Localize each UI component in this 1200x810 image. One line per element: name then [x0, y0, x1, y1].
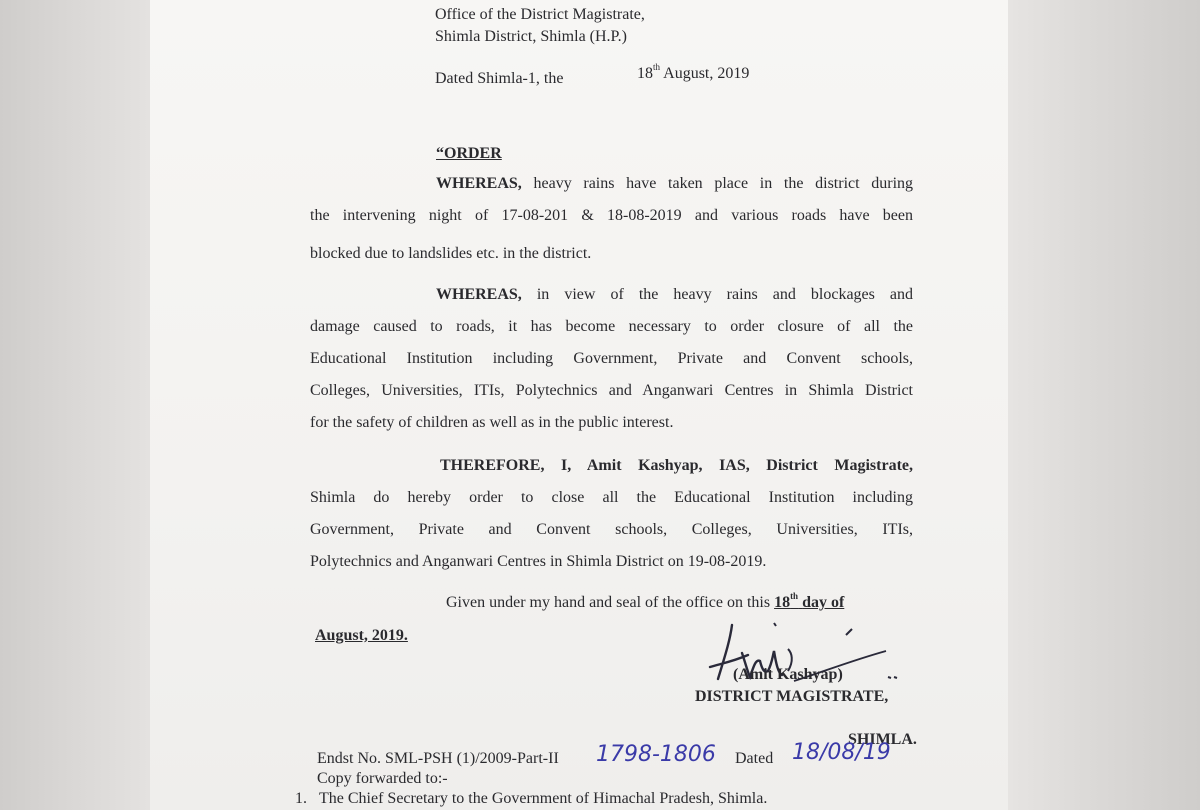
copy-item-1-number: 1. [295, 790, 307, 807]
copy-item-1-text: The Chief Secretary to the Government of Himachal Pradesh, Shimla. [319, 790, 768, 807]
paragraph-2-line-3: Educational Institution including Government, Private and Convent schools, [310, 350, 913, 367]
paragraph-3-lead: THEREFORE, I, Amit Kashyap, IAS, District Magistrate, [440, 457, 913, 474]
dated-label: Dated Shimla-1, the [435, 70, 564, 87]
given-month [315, 627, 408, 645]
order-title-text: “ORDER [436, 145, 502, 162]
handwritten-range: 1798-1806 [596, 742, 716, 767]
endst-number: Endst No. SML-PSH (1)/2009-Part-II [317, 750, 559, 767]
paragraph-1 [310, 168, 913, 270]
paragraph-3-line-1 [310, 450, 913, 482]
paragraph-2-lead: WHEREAS, [436, 286, 522, 303]
paragraph-2-line-5: for the safety of children as well as in the public interest. [310, 414, 674, 431]
paragraph-2 [310, 279, 913, 439]
background-left [0, 0, 150, 810]
paragraph-3-line-4: Polytechnics and Anganwari Centres in Shimla District on 19-08-2019. [310, 553, 767, 570]
paragraph-1-line-2: the intervening night of 17-08-201 & 18-08-2019 and various roads have been [310, 207, 913, 224]
paragraph-3-line-3: Government, Private and Convent schools, Colleges, Universities, ITIs, [310, 521, 913, 538]
paragraph-2-line-1 [310, 279, 913, 311]
paragraph-1-line-3: blocked due to landslides etc. in the district. [310, 245, 592, 262]
paragraph-2-line-2: damage caused to roads, it has become necessary to order closure of all the [310, 318, 913, 335]
paragraph-3-line-2: Shimla do hereby order to close all the Educational Institution including [310, 489, 913, 506]
header-date-rest: August, 2019 [663, 65, 750, 82]
paragraph-1-line-1-text: heavy rains have taken place in the district during [533, 175, 914, 192]
header-date [637, 62, 750, 83]
given-day-sup: th [790, 591, 799, 601]
given-day [774, 591, 845, 611]
signatory-name: (Amit Kashyap) [733, 666, 843, 683]
paragraph-2-line-4: Colleges, Universities, ITIs, Polytechnics and Anganwari Centres in Shimla District [310, 382, 913, 399]
given-day-number: 18 [774, 594, 791, 611]
signatory-place: SHIMLA. [848, 731, 917, 748]
given-month-text: August, 2019. [315, 627, 408, 644]
given-line [446, 591, 845, 612]
order-document [150, 0, 1008, 810]
paragraph-1-line-1 [310, 168, 913, 200]
signatory-title: DISTRICT MAGISTRATE, [695, 688, 889, 705]
paragraph-2-line-1-text: in view of the heavy rains and blockages and [536, 286, 914, 303]
paragraph-3 [310, 450, 913, 578]
endst-dated-label: Dated [735, 750, 774, 767]
given-day-of: day of [802, 594, 845, 611]
office-line-2: Shimla District, Shimla (H.P.) [435, 28, 627, 45]
order-title [436, 145, 502, 163]
copy-forwarded: Copy forwarded to:- [317, 770, 448, 787]
paragraph-1-lead: WHEREAS, [436, 175, 522, 192]
given-text: Given under my hand and seal of the office on this [446, 594, 771, 611]
office-line-1: Office of the District Magistrate, [435, 6, 645, 23]
header-date-day: 18 [637, 65, 653, 82]
handwritten-date: 18/08/19 [792, 740, 891, 765]
copy-item-1 [295, 790, 767, 808]
background-right [1008, 0, 1200, 810]
header-date-sup: th [653, 62, 661, 72]
